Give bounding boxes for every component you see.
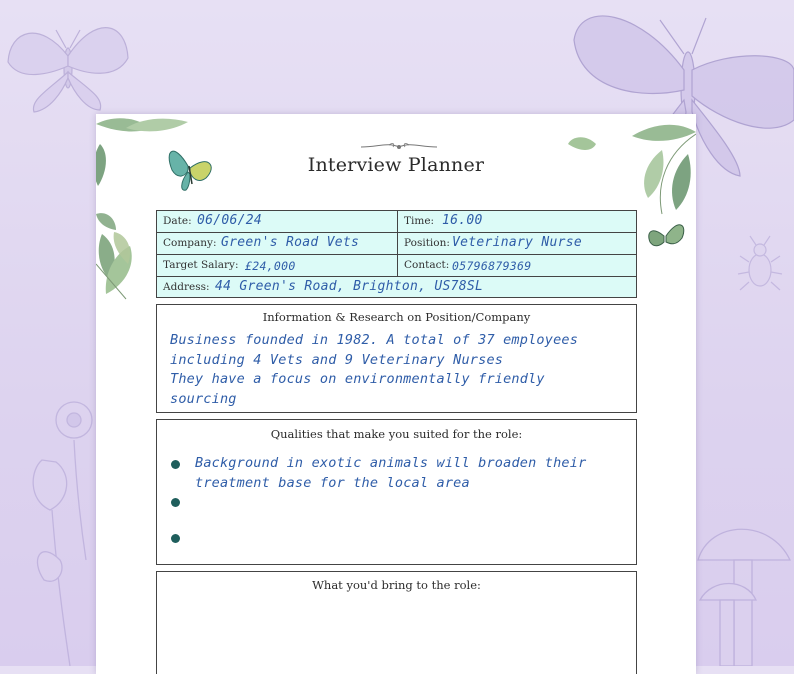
beetle-icon [738, 236, 782, 290]
address-label: Address: [163, 281, 210, 293]
planner-page [96, 114, 696, 674]
bring-heading: What you'd bring to the role: [312, 578, 481, 592]
details-row-address [157, 277, 636, 298]
bullet-line: Background in exotic animals will broaden their [195, 455, 587, 471]
contact-label: Contact: [404, 259, 450, 271]
salary-value: £24,000 [245, 259, 296, 273]
mushroom-icon [698, 529, 790, 666]
date-label: Date: [163, 215, 192, 227]
salary-cell[interactable] [157, 255, 398, 276]
salary-label: Target Salary: [163, 259, 239, 271]
time-value: 16.00 [442, 213, 483, 228]
research-heading: Information & Research on Position/Company [262, 310, 531, 324]
moth-icon [8, 28, 128, 112]
research-line: They have a focus on environmentally friendly [170, 371, 545, 387]
contact-cell[interactable] [398, 255, 636, 276]
research-box[interactable] [156, 304, 637, 413]
butterfly-icon [649, 225, 684, 246]
time-cell[interactable] [398, 211, 636, 232]
research-line: sourcing [170, 390, 237, 407]
flower-icon [33, 402, 92, 666]
title-ornament-icon [359, 140, 439, 154]
address-value: 44 Green's Road, Brighton, US78SL [215, 279, 484, 294]
research-notes [170, 331, 620, 409]
bullet-line: treatment base for the local area [195, 474, 470, 491]
details-row-date-time [157, 211, 636, 233]
bullet-dot-icon [171, 460, 180, 469]
time-label: Time: [404, 215, 435, 227]
bring-box[interactable] [156, 571, 637, 674]
details-table [156, 210, 637, 298]
qualities-heading: Qualities that make you suited for the role: [270, 427, 523, 441]
date-value: 06/06/24 [197, 213, 263, 228]
bullet-text [195, 454, 625, 493]
page-title: Interview Planner [307, 154, 485, 176]
contact-value: 05796879369 [452, 259, 532, 273]
position-label: Position: [404, 237, 450, 249]
company-label: Company: [163, 237, 217, 249]
qualities-box[interactable] [156, 419, 637, 565]
details-row-company-position [157, 233, 636, 255]
company-cell[interactable] [157, 233, 398, 254]
bullet-dot-icon [171, 498, 180, 507]
position-cell[interactable] [398, 233, 636, 254]
research-line: including 4 Vets and 9 Veterinary Nurses [170, 351, 504, 368]
company-value: Green's Road Vets [221, 235, 360, 250]
date-cell[interactable] [157, 211, 398, 232]
research-line: Business founded in 1982. A total of 37 employees [170, 332, 579, 348]
bullet-dot-icon [171, 534, 180, 543]
address-cell[interactable] [157, 277, 636, 298]
position-value: Veterinary Nurse [452, 235, 583, 250]
details-row-salary-contact [157, 255, 636, 277]
